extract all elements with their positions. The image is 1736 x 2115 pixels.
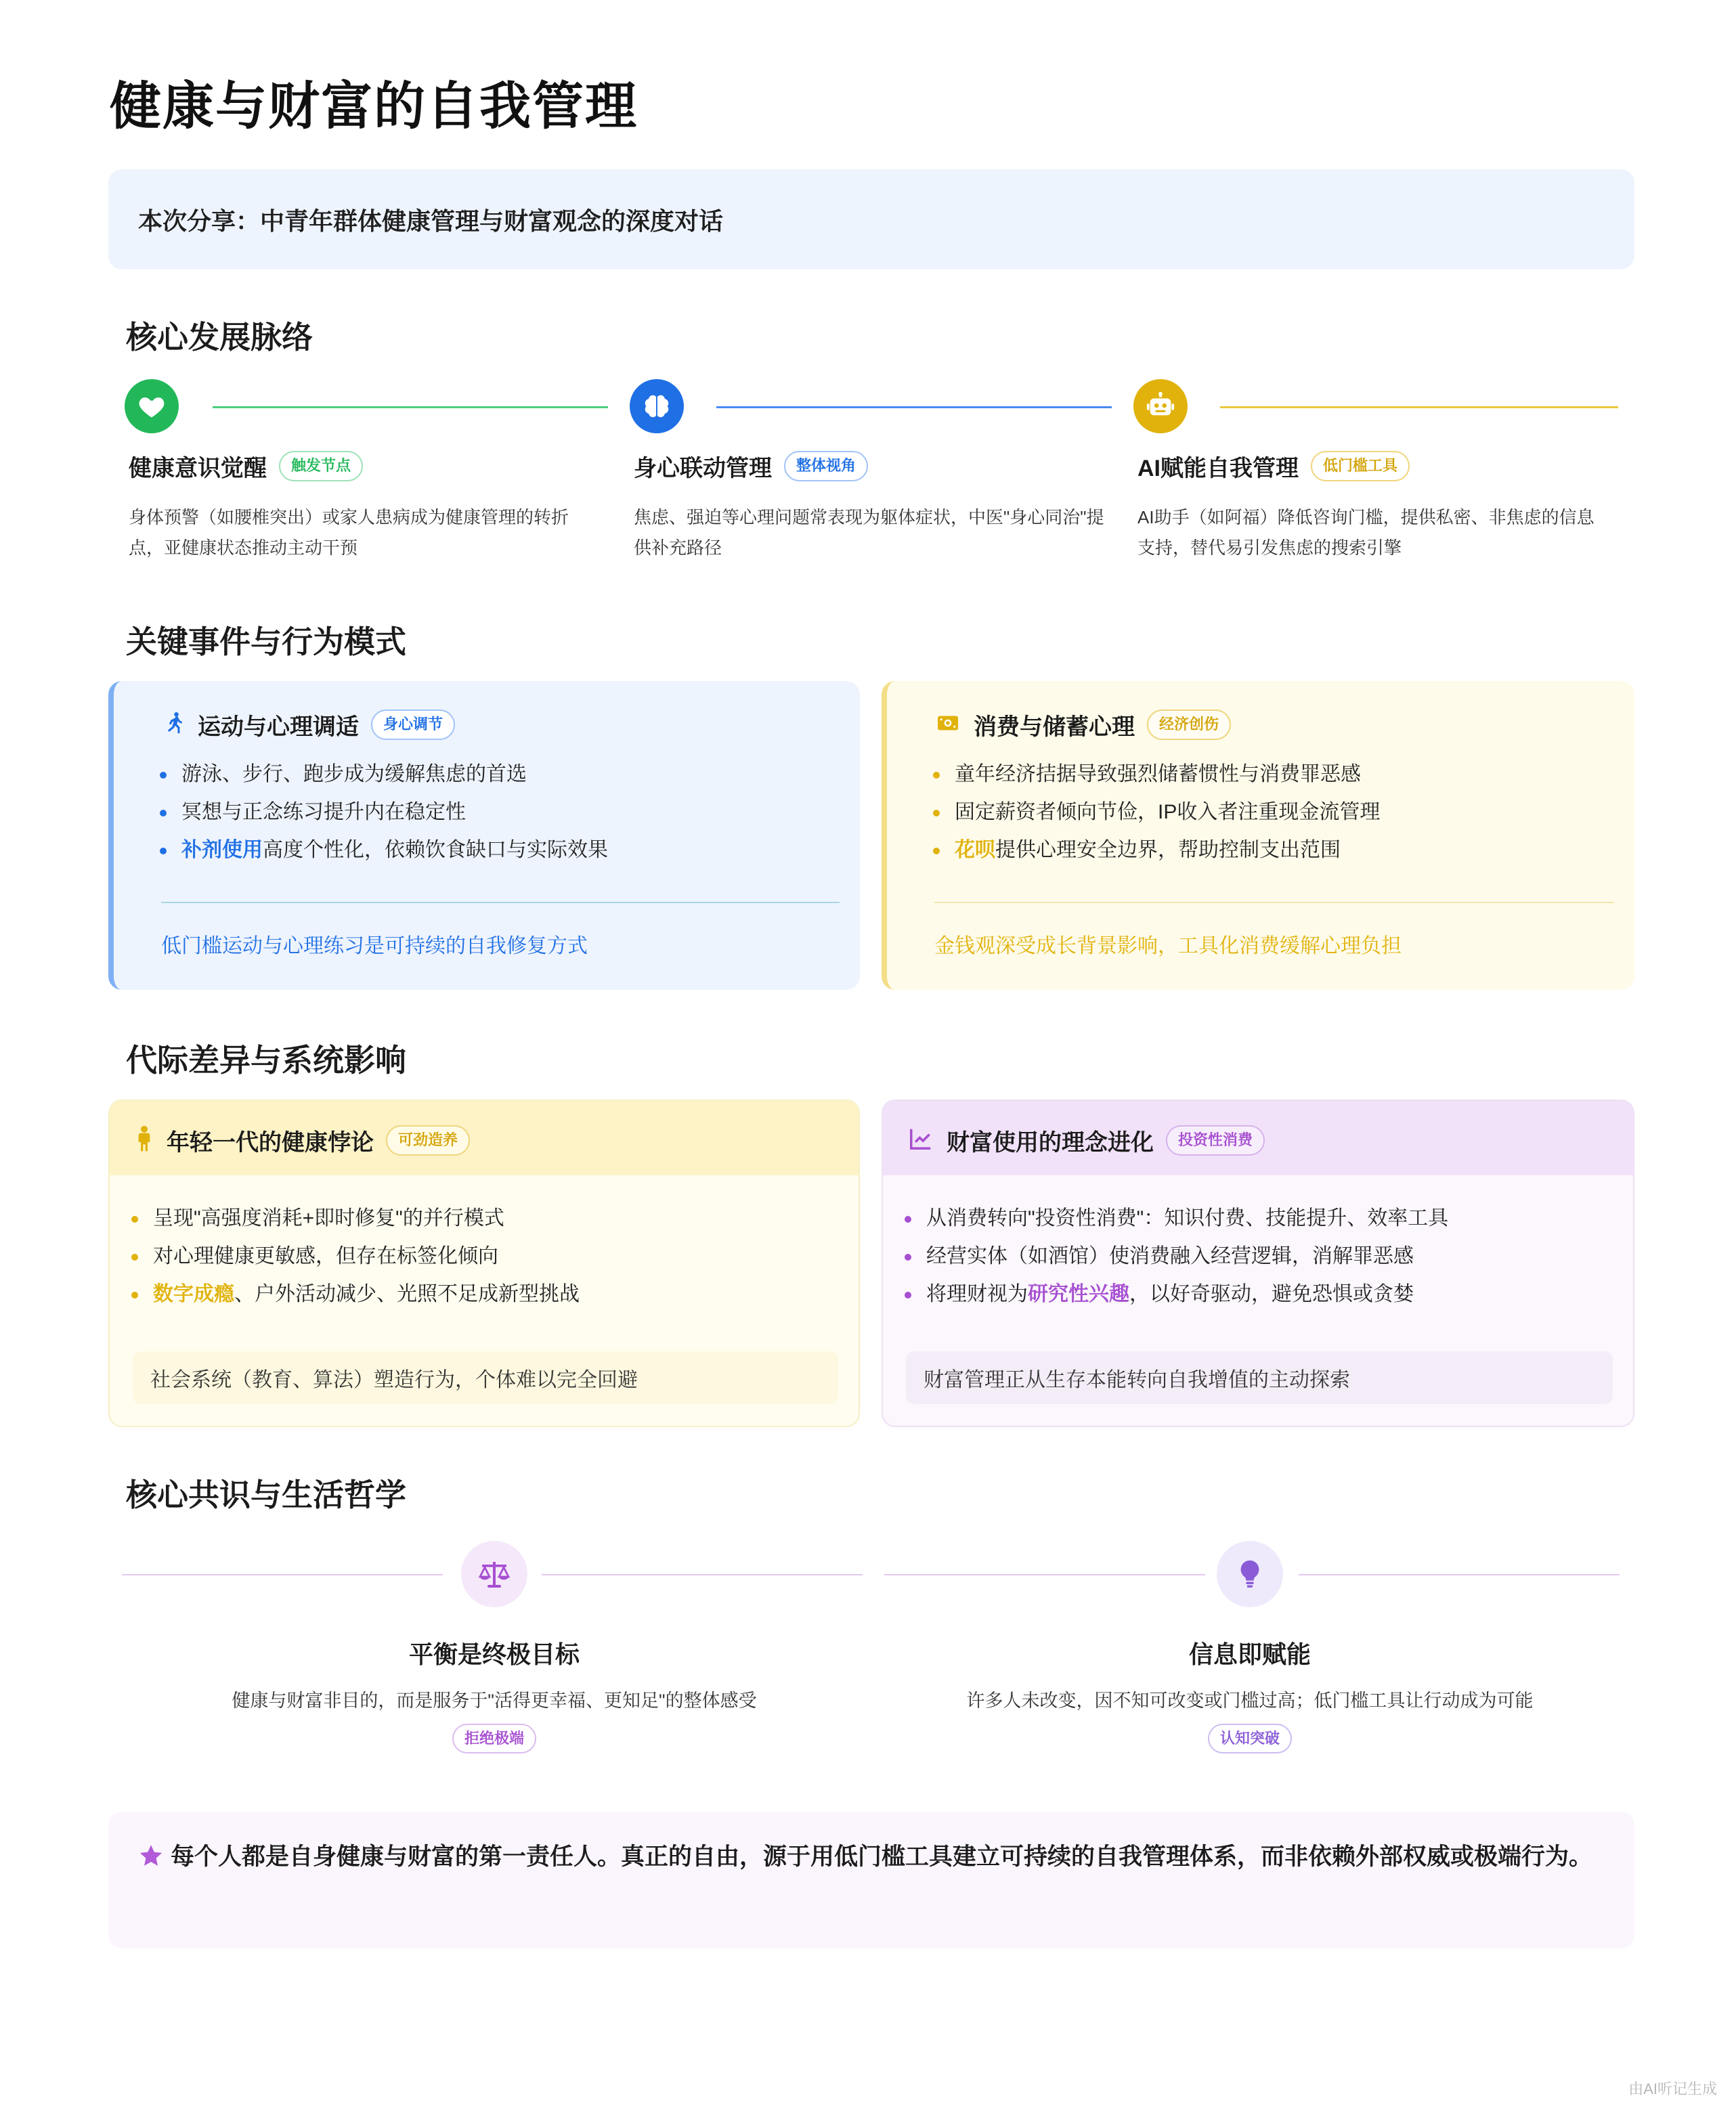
consensus-connector xyxy=(884,1574,1205,1575)
robot-icon xyxy=(1133,379,1188,433)
divider xyxy=(934,902,1614,903)
quote-text: 每个人都是自身健康与财富的第一责任人。真正的自由，源于用低门槛工具建立可持续的自我管理体系，而非依赖外部权威或极端行为。 xyxy=(138,1837,1605,1881)
list-item: 呈现"高强度消耗+即时修复"的并行模式 xyxy=(127,1200,831,1238)
chart-line-icon xyxy=(907,1126,934,1155)
list-item: 从消费转向"投资性消费"：知识付费、技能提升、效率工具 xyxy=(900,1200,1611,1238)
divider xyxy=(161,902,840,903)
card-exercise-psychology xyxy=(108,681,860,990)
intro-text: 本次分享：中青年群体健康管理与财富观念的深度对话 xyxy=(138,206,724,235)
star-icon xyxy=(138,1841,164,1881)
footer-credit: 由AI听记生成 xyxy=(1628,2080,1717,2097)
consensus-desc: 健康与财富非目的，而是服务于"活得更幸福、更知足"的整体感受 xyxy=(232,1691,757,1711)
card-summary: 财富管理正从生存本能转向自我增值的主动探索 xyxy=(906,1351,1613,1404)
highlight-text: 花呗 xyxy=(955,839,995,861)
card-title: 消费与储蓄心理 xyxy=(974,714,1135,740)
card-badge: 身心调节 xyxy=(371,710,455,739)
highlight-text: 数字成瘾 xyxy=(153,1283,234,1305)
card-wealth-usage xyxy=(882,1099,1634,1427)
card-bullet-list xyxy=(900,1200,1611,1313)
section-title-timeline: 核心发展脉络 xyxy=(126,320,313,355)
card-summary: 社会系统（教育、算法）塑造行为，个体难以完全回避 xyxy=(133,1351,838,1404)
card-bullet-list xyxy=(127,1200,831,1313)
consensus-connector xyxy=(122,1574,443,1575)
card-title: 财富使用的理念进化 xyxy=(947,1130,1154,1156)
card-youth-health-paradox xyxy=(108,1099,860,1427)
consensus-item-balance xyxy=(122,1541,867,1771)
card-bullet-list xyxy=(929,756,1613,869)
list-item: 将理财视为研究性兴趣，以好奇驱动，避免恐惧或贪婪 xyxy=(900,1275,1611,1313)
card-title: 运动与心理调适 xyxy=(198,714,359,740)
lightbulb-icon xyxy=(1217,1541,1283,1607)
running-icon xyxy=(161,710,186,740)
timeline-title: 身心联动管理 xyxy=(634,456,772,481)
heart-icon xyxy=(125,379,179,433)
timeline-title: AI赋能自我管理 xyxy=(1137,456,1299,481)
consensus-desc: 许多人未改变，因不知可改变或门槛过高；低门槛工具让行动成为可能 xyxy=(966,1691,1534,1711)
list-item: 花呗提供心理安全边界，帮助控制支出范围 xyxy=(929,831,1613,869)
consensus-connector xyxy=(1299,1574,1620,1575)
brain-icon xyxy=(630,379,684,433)
timeline-badge: 低门槛工具 xyxy=(1311,451,1410,481)
card-badge: 可劲造养 xyxy=(386,1125,470,1155)
section-title-events: 关键事件与行为模式 xyxy=(126,624,406,659)
timeline-title: 健康意识觉醒 xyxy=(129,456,267,481)
list-item: 补剂使用高度个性化，依赖饮食缺口与实际效果 xyxy=(156,831,833,869)
list-item: 对心理健康更敏感，但存在标签化倾向 xyxy=(127,1238,831,1275)
card-badge: 经济创伤 xyxy=(1147,710,1231,739)
page-title: 健康与财富的自我管理 xyxy=(110,78,638,135)
timeline-connector xyxy=(1220,406,1618,408)
card-consumption-savings xyxy=(882,681,1634,990)
timeline-connector xyxy=(213,406,608,408)
list-item: 经营实体（如酒馆）使消费融入经营逻辑，消解罪恶感 xyxy=(900,1238,1611,1275)
balance-scale-icon xyxy=(461,1541,527,1607)
list-item: 游泳、步行、跑步成为缓解焦虑的首选 xyxy=(156,756,833,793)
intro-banner xyxy=(108,169,1634,269)
list-item: 童年经济拮据导致强烈储蓄惯性与消费罪恶感 xyxy=(929,756,1613,793)
consensus-badge: 拒绝极端 xyxy=(452,1724,536,1753)
timeline-desc: 身体预警（如腰椎突出）或家人患病成为健康管理的转折点，亚健康状态推动主动干预 xyxy=(129,507,569,558)
card-bullet-list xyxy=(156,756,833,869)
section-title-consensus: 核心共识与生活哲学 xyxy=(126,1477,406,1512)
list-item: 固定薪资者倾向节俭，IP收入者注重现金流管理 xyxy=(929,793,1613,831)
closing-quote xyxy=(108,1812,1634,1948)
money-icon xyxy=(934,711,961,739)
consensus-title: 信息即赋能 xyxy=(1188,1640,1311,1668)
person-icon xyxy=(134,1125,154,1156)
card-summary: 金钱观深受成长背景影响，工具化消费缓解心理负担 xyxy=(934,935,1402,957)
highlight-text: 研究性兴趣 xyxy=(1028,1283,1129,1305)
consensus-badge: 认知突破 xyxy=(1208,1724,1292,1753)
timeline-badge: 触发节点 xyxy=(279,451,363,481)
card-badge: 投资性消费 xyxy=(1166,1125,1265,1155)
list-item: 数字成瘾、户外活动减少、光照不足成新型挑战 xyxy=(127,1275,831,1313)
card-summary: 低门槛运动与心理练习是可持续的自我修复方式 xyxy=(161,935,588,957)
consensus-item-information xyxy=(877,1541,1622,1771)
card-title: 年轻一代的健康悖论 xyxy=(167,1130,374,1156)
timeline-badge: 整体视角 xyxy=(784,451,868,481)
consensus-title: 平衡是终极目标 xyxy=(408,1640,580,1668)
section-title-generation: 代际差异与系统影响 xyxy=(126,1043,406,1078)
timeline-desc: AI助手（如阿福）降低咨询门槛，提供私密、非焦虑的信息支持，替代易引发焦虑的搜索引擎 xyxy=(1137,507,1594,558)
consensus-connector xyxy=(542,1574,863,1575)
highlight-text: 补剂使用 xyxy=(181,839,263,861)
timeline-desc: 焦虑、强迫等心理问题常表现为躯体症状，中医"身心同治"提供补充路径 xyxy=(634,507,1104,558)
timeline-connector xyxy=(716,406,1112,408)
list-item: 冥想与正念练习提升内在稳定性 xyxy=(156,793,833,831)
